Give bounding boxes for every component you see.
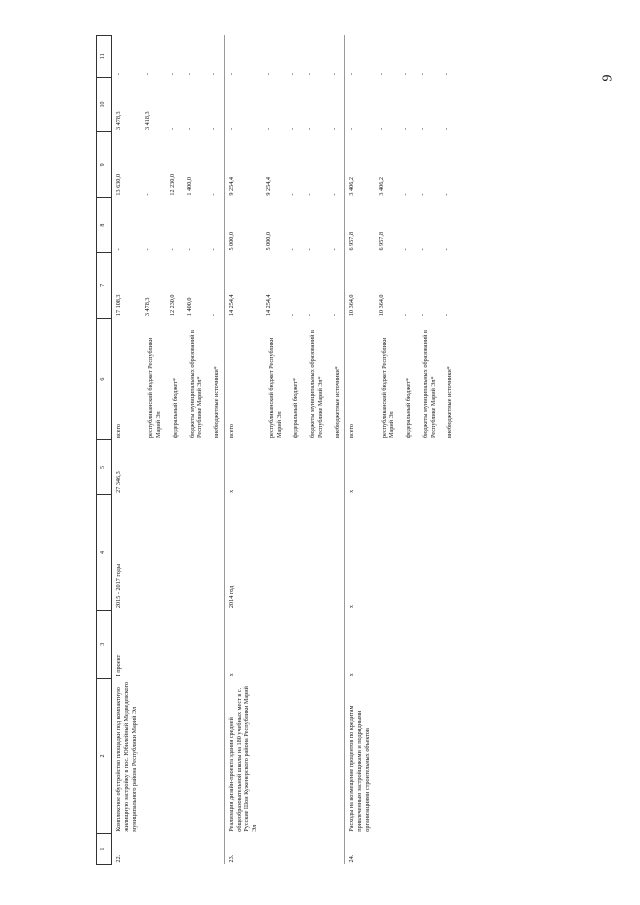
- amount-2015: 1 400,0: [185, 177, 193, 196]
- row-number: [328, 834, 345, 865]
- financing-table: [96, 35, 457, 865]
- row-number: [286, 834, 303, 865]
- table-subrow: [262, 36, 287, 865]
- amount-2014: -: [289, 248, 297, 251]
- amount-total: -: [306, 314, 313, 317]
- amount-2014: -: [418, 248, 426, 251]
- funding-source-label: всего: [224, 318, 262, 440]
- row-number: 24.: [345, 834, 375, 865]
- funding-source-label: всего: [112, 318, 142, 440]
- project-name: [375, 678, 400, 833]
- amount-2015: 13 630,0: [112, 132, 142, 198]
- project-period: 2014 год: [224, 495, 262, 610]
- row-number: [141, 834, 166, 865]
- project-stage: [166, 610, 183, 678]
- amount-2014: -: [168, 248, 176, 251]
- amount-2016: -: [418, 127, 426, 130]
- project-name: Комплексное обустройство площадки под компактную жилищную застройку в пос. Юбилейный Медведевского муниципального района Республики Марий Эл: [112, 678, 142, 833]
- amount-2016: -: [289, 127, 297, 130]
- col-header-2: 2: [97, 678, 112, 833]
- funding-source-label: федеральный бюджет*: [405, 377, 412, 438]
- amount-2017: -: [224, 36, 262, 78]
- amount-2016: 3 478,3: [112, 77, 142, 132]
- amount-2016: -: [168, 127, 176, 130]
- col-header-9: 9: [97, 132, 112, 198]
- table-row: [224, 36, 262, 865]
- project-stage: I проект: [112, 610, 142, 678]
- amount-total: 12 230,0: [168, 294, 176, 317]
- project-name: [262, 678, 287, 833]
- amount-2015: 3 406,2: [345, 132, 375, 198]
- amount-total: 14 254,4: [224, 253, 262, 319]
- funding-source-label: бюджеты муниципальных образований в Республике Марий Эл*: [421, 330, 437, 438]
- amount-total: -: [418, 314, 426, 317]
- project-name: [286, 678, 303, 833]
- project-cost: [399, 440, 416, 495]
- row-number: [375, 834, 400, 865]
- amount-2017: -: [144, 73, 152, 76]
- funding-source-label: бюджеты муниципальных образований в Республике Марий Эл*: [309, 330, 324, 438]
- amount-2015: -: [306, 193, 313, 196]
- amount-2017: -: [210, 73, 217, 76]
- page-number: 9: [600, 74, 616, 82]
- amount-2017: -: [330, 73, 338, 76]
- project-cost: [183, 440, 208, 495]
- amount-2014: -: [402, 248, 409, 251]
- project-cost: [328, 440, 345, 495]
- project-cost: [141, 440, 166, 495]
- project-period: [440, 495, 457, 610]
- amount-total: 14 254,4: [264, 294, 272, 317]
- project-stage: [328, 610, 345, 678]
- table-subrow: [166, 36, 183, 865]
- table-subrow: [416, 36, 441, 865]
- amount-2014: -: [112, 198, 142, 253]
- table-row: [345, 36, 375, 865]
- row-number: [399, 834, 416, 865]
- amount-2015: -: [330, 193, 338, 196]
- amount-2015: -: [402, 193, 409, 196]
- amount-2015: 9 254,4: [224, 132, 262, 198]
- amount-2017: -: [377, 73, 385, 76]
- col-header-8: 8: [97, 198, 112, 253]
- funding-source-label: республиканский бюджет Республики Марий Эл: [147, 337, 162, 438]
- amount-2014: -: [330, 248, 338, 251]
- project-cost: x: [224, 440, 262, 495]
- project-stage: [141, 610, 166, 678]
- col-header-7: 7: [97, 253, 112, 319]
- table-subrow: [286, 36, 303, 865]
- amount-2017: -: [185, 73, 193, 76]
- amount-2016: -: [402, 127, 409, 130]
- project-period: 2015 - 2017 годы: [112, 495, 142, 610]
- project-name: [166, 678, 183, 833]
- project-stage: [416, 610, 441, 678]
- col-header-3: 3: [97, 610, 112, 678]
- rotated-table-stage: [96, 35, 526, 865]
- amount-2017: -: [289, 73, 297, 76]
- project-stage: [207, 610, 224, 678]
- project-stage: [399, 610, 416, 678]
- project-stage: [303, 610, 328, 678]
- table-subrow: [207, 36, 224, 865]
- amount-2015: -: [210, 193, 217, 196]
- amount-2016: -: [443, 127, 451, 130]
- amount-total: -: [330, 314, 338, 317]
- project-stage: [262, 610, 287, 678]
- amount-2014: 5 000,0: [264, 231, 272, 251]
- amount-2014: -: [210, 248, 217, 251]
- amount-2015: 12 230,0: [168, 173, 176, 196]
- col-header-6: 6: [97, 318, 112, 440]
- project-name: [141, 678, 166, 833]
- project-period: [416, 495, 441, 610]
- funding-source-label: федеральный бюджет*: [292, 377, 300, 438]
- table-subrow: [183, 36, 208, 865]
- project-name: [416, 678, 441, 833]
- project-stage: x: [345, 610, 375, 678]
- amount-total: 17 108,3: [112, 253, 142, 319]
- amount-2015: 3 406,2: [377, 177, 385, 196]
- project-name: Расходы на возмещение процентов по кредитам привлеченным застройщиками и подрядными организациями строительных объектов: [345, 678, 375, 833]
- table-subrow: [303, 36, 328, 865]
- project-cost: 27 346,3: [112, 440, 142, 495]
- project-stage: [375, 610, 400, 678]
- amount-total: -: [210, 314, 217, 317]
- col-header-5: 5: [97, 440, 112, 495]
- amount-2016: -: [185, 127, 193, 130]
- amount-2015: -: [289, 193, 297, 196]
- amount-2016: -: [224, 77, 262, 132]
- project-name: [399, 678, 416, 833]
- amount-2017: -: [345, 36, 375, 78]
- project-period: [183, 495, 208, 610]
- row-number: [207, 834, 224, 865]
- funding-source-label: бюджеты муниципальных образований в Республике Марий Эл*: [188, 330, 204, 438]
- amount-total: 3 478,3: [144, 297, 152, 317]
- amount-2016: -: [264, 127, 272, 130]
- amount-2017: -: [402, 73, 409, 76]
- amount-2015: -: [144, 193, 152, 196]
- amount-2016: -: [210, 127, 217, 130]
- amount-total: -: [289, 314, 297, 317]
- funding-source-label: федеральный бюджет*: [171, 377, 179, 438]
- table-subrow: [328, 36, 345, 865]
- funding-source-label: внебюджетные источники*: [333, 366, 341, 438]
- amount-total: 10 364,0: [377, 294, 385, 317]
- project-cost: [416, 440, 441, 495]
- project-period: [286, 495, 303, 610]
- project-period: [399, 495, 416, 610]
- amount-2017: -: [306, 73, 313, 76]
- project-name: Реализация дизайн-проекта здания средней общеобразовательной школы на 180 учебных мест в с. Русские Шои Куженерского района Республики Марий Эл: [224, 678, 262, 833]
- project-period: [303, 495, 328, 610]
- amount-total: 10 364,0: [345, 253, 375, 319]
- table-subrow: [440, 36, 457, 865]
- project-cost: [207, 440, 224, 495]
- funding-source-label: внебюджетные источники*: [213, 366, 220, 438]
- amount-2016: 3 418,3: [144, 111, 152, 130]
- project-cost: [303, 440, 328, 495]
- project-name: [207, 678, 224, 833]
- amount-2017: -: [168, 73, 176, 76]
- amount-2017: -: [264, 73, 272, 76]
- amount-total: -: [402, 314, 409, 317]
- amount-2016: -: [330, 127, 338, 130]
- project-period: x: [345, 495, 375, 610]
- amount-2017: -: [418, 73, 426, 76]
- amount-2014: -: [144, 248, 152, 251]
- project-cost: x: [345, 440, 375, 495]
- row-number: [166, 834, 183, 865]
- project-name: [328, 678, 345, 833]
- funding-source-label: республиканский бюджет Республики Марий Эл: [267, 337, 283, 438]
- row-number: [303, 834, 328, 865]
- project-stage: [440, 610, 457, 678]
- amount-2017: -: [443, 73, 451, 76]
- row-number: [183, 834, 208, 865]
- row-number: [262, 834, 287, 865]
- amount-2015: -: [443, 193, 451, 196]
- table-row: [112, 36, 142, 865]
- table-subrow: [141, 36, 166, 865]
- project-cost: [440, 440, 457, 495]
- amount-2016: -: [306, 127, 313, 130]
- project-period: [262, 495, 287, 610]
- funding-source-label: республиканский бюджет Республики Марий Эл: [380, 337, 396, 438]
- amount-2014: -: [443, 248, 451, 251]
- project-stage: [183, 610, 208, 678]
- amount-2016: -: [345, 77, 375, 132]
- amount-2015: 9 254,4: [264, 177, 272, 196]
- funding-source-label: внебюджетные источники*: [446, 366, 454, 438]
- amount-2014: 5 000,0: [224, 198, 262, 253]
- project-period: [141, 495, 166, 610]
- table-subrow: [375, 36, 400, 865]
- amount-2014: 6 957,8: [345, 198, 375, 253]
- col-header-4: 4: [97, 495, 112, 610]
- project-cost: [166, 440, 183, 495]
- project-name: [303, 678, 328, 833]
- amount-2014: -: [306, 248, 313, 251]
- table-body: [112, 36, 458, 865]
- funding-source-label: всего: [345, 318, 375, 440]
- amount-2014: 6 957,8: [377, 231, 385, 251]
- table-subrow: [399, 36, 416, 865]
- amount-2015: -: [418, 193, 426, 196]
- project-cost: [262, 440, 287, 495]
- amount-total: 1 400,0: [185, 297, 193, 317]
- project-cost: [375, 440, 400, 495]
- amount-2017: -: [112, 36, 142, 78]
- project-period: [207, 495, 224, 610]
- amount-total: -: [443, 314, 451, 317]
- table-header: [97, 36, 112, 865]
- col-header-11: 11: [97, 36, 112, 78]
- project-period: [328, 495, 345, 610]
- row-number: [440, 834, 457, 865]
- row-number: 22.: [112, 834, 142, 865]
- project-period: [375, 495, 400, 610]
- row-number: [416, 834, 441, 865]
- col-header-10: 10: [97, 77, 112, 132]
- row-number: 23.: [224, 834, 262, 865]
- col-header-1: 1: [97, 834, 112, 865]
- project-name: [183, 678, 208, 833]
- amount-2014: -: [185, 248, 193, 251]
- project-stage: [286, 610, 303, 678]
- project-period: [166, 495, 183, 610]
- amount-2016: -: [377, 127, 385, 130]
- project-name: [440, 678, 457, 833]
- project-cost: [286, 440, 303, 495]
- project-stage: x: [224, 610, 262, 678]
